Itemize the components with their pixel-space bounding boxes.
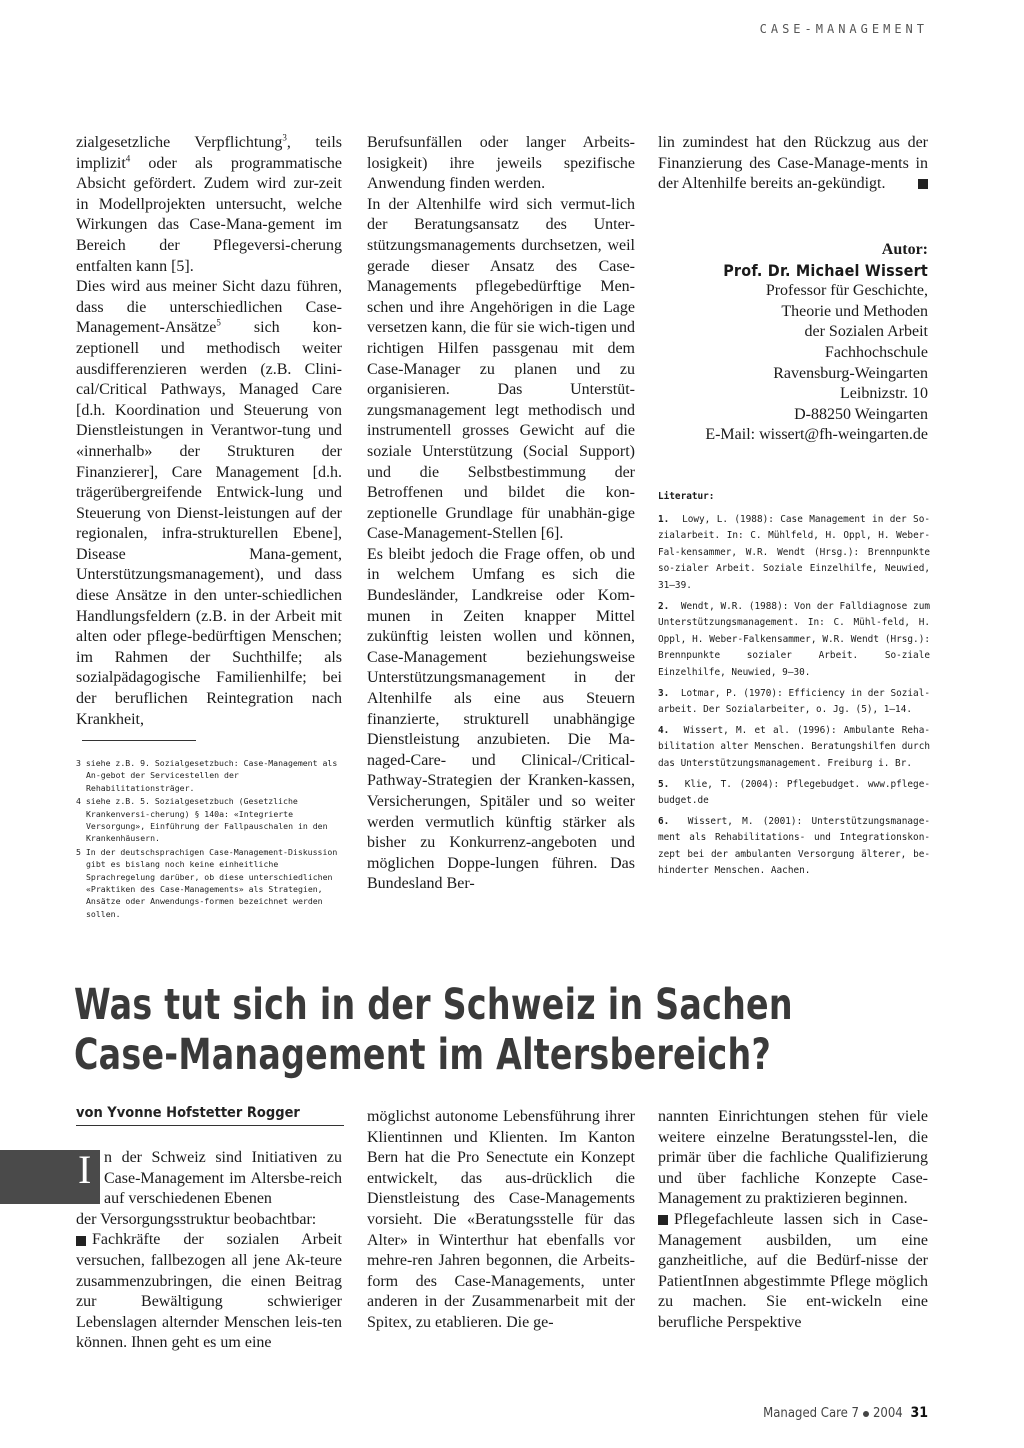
text: sich kon-zeptionell und methodisch weiter ausdifferenzieren werden (z.B. Clini-cal/Critical Pathways, Managed Care [d.h. Koordination und Steuerung von Dienstleistungen in Verantwor-tung und «innerhalb» der Strukturen der Finanzierer], Care Management [d.h. trägerübergreifende Entwick-lung und Steuerung von Dienst-leistungen auf der regionalen, infra-strukturellen Ebene], Disease Mana-gement, Unterstützungsmanagement), und dass diese Ansätze in den unter-schiedlichen Handlungsfeldern (z.B. in der Arbeit mit alten oder pflege-bedürftigen Menschen; im Rahmen der Suchthilfe; als sozialpädagogische Familienhilfe; bei der beruflichen Reintegration nach Krankheit, [76, 319, 342, 728]
article2-column-2 [367, 1107, 635, 1334]
article1-column-3 [658, 133, 928, 195]
footnote-ref: 3 [282, 132, 287, 143]
byline: von Yvonne Hofstetter Rogger [76, 1105, 344, 1126]
paragraph: In der Altenhilfe wird sich vermut-lich der Beratungsansatz des Unter-stützungsmanagements durchsetzen, weil gerade dieser Ansatz des Case-Managements pflegebedürftige Men-schen und ihre Angehörigen in die Lage versetzen kann, die für sie wich-tigen und richtigen Hilfen passgenau mit dem Case-Manager zu planen und zu organisieren. Das Unterstüt-zungsmanagement legt methodisch und instrumentell grosses Gewicht auf die soziale Unterstützung (Social Support) und die Selbstbestimmung der Betroffenen und bildet die kon-zeptionelle Grundlage für unabhän-gige Case-Management-Stellen [6]. [367, 195, 635, 543]
literature-heading: Literatur: [658, 491, 715, 502]
bullet-square-icon [76, 1236, 86, 1246]
item-number: 3. [658, 687, 670, 699]
author-line: Ravensburg-Weingarten [773, 364, 928, 382]
article2-column-3 [658, 1107, 928, 1334]
article1-column-2 [367, 133, 635, 895]
item-text[interactable]: Klie, T. (2004): Pflegebudget. www.pflege-budget.de [658, 778, 930, 807]
item-number: 2. [658, 600, 670, 612]
headline-line: Was tut sich in der Schweiz in Sachen [74, 980, 793, 1030]
item-text: Lotmar, P. (1970): Efficiency in der Sozial-arbeit. Der Sozialarbeiter, o. Jg. (5), 1–14. [658, 687, 930, 716]
footnote-ref: 4 [125, 153, 131, 164]
literature-item [658, 599, 930, 682]
article2-headline [74, 980, 831, 1080]
author-line: D-88250 Weingarten [794, 405, 928, 423]
text: lin zumindest hat den Rückzug aus der Finanzierung des Case-Manage-ments in der Altenhilfe bereits an-gekündigt. [658, 134, 928, 193]
paragraph [76, 277, 342, 730]
author-box [658, 240, 928, 446]
literature-item [658, 512, 930, 595]
section-header: CASE-MANAGEMENT [759, 22, 928, 36]
item-text: Wissert, M. (2001): Unterstützungsmanage-ment als Rehabilitations- und Integrationskon-zept bei der ambulanten Versorgung älterer, be-hinderter Menschen. Aachen. [658, 815, 930, 877]
author-label: Autor: [881, 241, 928, 258]
footnote: 4 siehe z.B. 5. Sozialgesetzbuch (Gesetzliche Krankenversi-cherung) § 140a: «Integrierte Versorgung», Einführung der Fallpauschalen in den Krankenhäusern. [76, 796, 328, 844]
text: zialgesetzliche Verpflichtung [76, 134, 283, 151]
article1-column-1 [76, 133, 342, 730]
author-line: Fachhochschule [824, 343, 928, 361]
item-number: 5. [658, 778, 670, 790]
paragraph [76, 1230, 342, 1354]
paragraph: möglichst autonome Lebensführung ihrer Klientinnen und Klienten. Im Kanton Bern hat die Pro Senectute ein Konzept entwickelt, das aus-drücklich die Dienstleistung des Case-Managements vorsieht. Die «Beratungsstelle für das Alter» in Winterthur hat ebenfalls vor mehre-ren Jahren begonnen, die Arbeits-form des Case-Managements, unter anderen in der Zusammenarbeit mit der Spitex, zu etablieren. Die ge- [367, 1108, 635, 1331]
text: Pflegefachleute lassen sich in Case-Management ausbilden, um eine ganzheitliche, auf die Bedürf-nisse der PatientInnen abgestimmte Pflege möglich zu machen. Sie ent-wickeln eine berufliche Perspektive [658, 1210, 928, 1331]
author-name: Prof. Dr. Michael Wissert [723, 260, 928, 280]
footnote: 3 siehe z.B. 9. Sozialgesetzbuch: Case-Management als An-gebot der Servicestellen der Rehabilitationsträger. [76, 758, 338, 793]
paragraph [76, 133, 342, 277]
author-line: der Sozialen Arbeit [804, 323, 928, 341]
paragraph: der Versorgungsstruktur beobachtbar: [76, 1210, 317, 1228]
paragraph [658, 1210, 928, 1334]
end-mark-icon [918, 179, 928, 189]
literature-item [658, 777, 930, 810]
text: Fachkräfte der sozialen Arbeit versuchen, fallbezogen all jene Ak-teure zusammenzubringen, die einen Beitrag zur Bewältigung schwieriger Lebenslagen alternder Menschen leis-ten können. Ihnen geht es um eine [76, 1231, 342, 1352]
footnote-divider [82, 740, 196, 741]
journal-name: Managed Care 7 [763, 1406, 859, 1421]
literature-item [658, 814, 930, 880]
item-number: 1. [658, 513, 670, 525]
paragraph-intro: n der Schweiz sind Initiativen zu Case-Management im Altersbe-reich auf verschiedenen Ebenen [104, 1149, 342, 1208]
paragraph: Berufsunfällen oder langer Arbeits-losigkeit) ihre jeweils spezifische Anwendung finden werden. [367, 134, 635, 193]
paragraph: nannten Einrichtungen stehen für viele weitere einzelne Beratungsstel-len, die primär über die fachliche Qualifizierung und über fachliche Konzepte Case-Management zu praktizieren beginnen. [658, 1108, 928, 1208]
text: oder als programmatische Absicht gefördert. Zudem wird zur-zeit in Modellprojekten untersucht, welche Wirkungen das Case-Mana-gement im Bereich der Pflegeversi-cherung entfalten kann [5]. [76, 154, 342, 275]
text: Dies wird aus meiner Sicht dazu führen, dass die unterschiedlichen Case-Management-Ansätze [76, 278, 342, 337]
text: , teils implizit [76, 134, 342, 172]
paragraph: Es bleibt jedoch die Frage offen, ob und in welchem Umfang es sich die Bundesländer, Landkreise oder Kom-munen in Zeiten knapper Mittel zukünftig leisten wollen und können, Case-Management beziehungsweise Unterstützungsmanagement in der Altenhilfe als eine aus Steuern finanzierte, strukturell unabhängige Dienstleistung anzubieten. Die Ma-naged-Care- und Clinical-/Critical-Pathway-Strategien der Kranken-kassen, Versicherungen, Spitäler und so weiter werden vermutlich künftig stärker als bisher zu Konkurrenz-angeboten und möglichen Doppe-lungen führen. Das Bundesland Ber- [367, 545, 635, 893]
item-text: Lowy, L. (1988): Case Management in der So-zialarbeit. In: C. Mühlfeld, H. Oppl, H. Weber-Fal-kensammer, W.R. Wendt (Hrsg.): Brennpunkte so-zialer Arbeit. Soziale Einzelhilfe, Neuwied, 31–39. [658, 513, 930, 591]
footnote-ref: 5 [216, 318, 221, 329]
author-line: Theorie und Methoden [781, 302, 928, 320]
page-footer [763, 1405, 928, 1421]
literature-item [658, 686, 930, 719]
separator-dot-icon [863, 1411, 869, 1417]
journal-year: 2004 [872, 1406, 903, 1421]
dropcap: I [78, 1147, 92, 1192]
author-line: Professor für Geschichte, [765, 282, 928, 300]
literature-list [658, 489, 930, 884]
headline-line: Case-Management im Altersbereich? [74, 1030, 772, 1080]
item-number: 4. [658, 724, 670, 736]
item-text: Wendt, W.R. (1988): Von der Falldiagnose zum Unterstützungsmanagement. In: C. Mühl-feld, H. Oppl, H. Weber-Falkensammer, W.R. Wendt (Hrsg.): Brennpunkte sozialer Arbeit. So-ziale Einzelhilfe, Neuwied, 9–30. [658, 600, 930, 678]
footnotes [76, 757, 344, 921]
author-line: Leibnizstr. 10 [840, 385, 928, 403]
bullet-square-icon [658, 1215, 668, 1225]
item-text: Wissert, M. et al. (1996): Ambulante Reha-bilitation alter Menschen. Beratungshilfen durch das Unterstützungsmanagement. Freiburg i. Br. [658, 724, 930, 769]
literature-item [658, 723, 930, 773]
footnote: 5 In der deutschsprachigen Case-Management-Diskussion gibt es bislang noch keine einheitliche Sprachregelung darüber, ob diese unterschiedlichen «Praktiken des Case-Managements» als Strategien, Ansätze oder Anwendungs-formen bezeichnet werden sollen. [76, 846, 338, 919]
paragraph [658, 133, 928, 195]
page-number: 31 [910, 1405, 928, 1421]
article2-column-1 [76, 1148, 342, 1354]
item-number: 6. [658, 815, 670, 827]
author-email[interactable]: E-Mail: wissert@fh-weingarten.de [705, 426, 928, 444]
